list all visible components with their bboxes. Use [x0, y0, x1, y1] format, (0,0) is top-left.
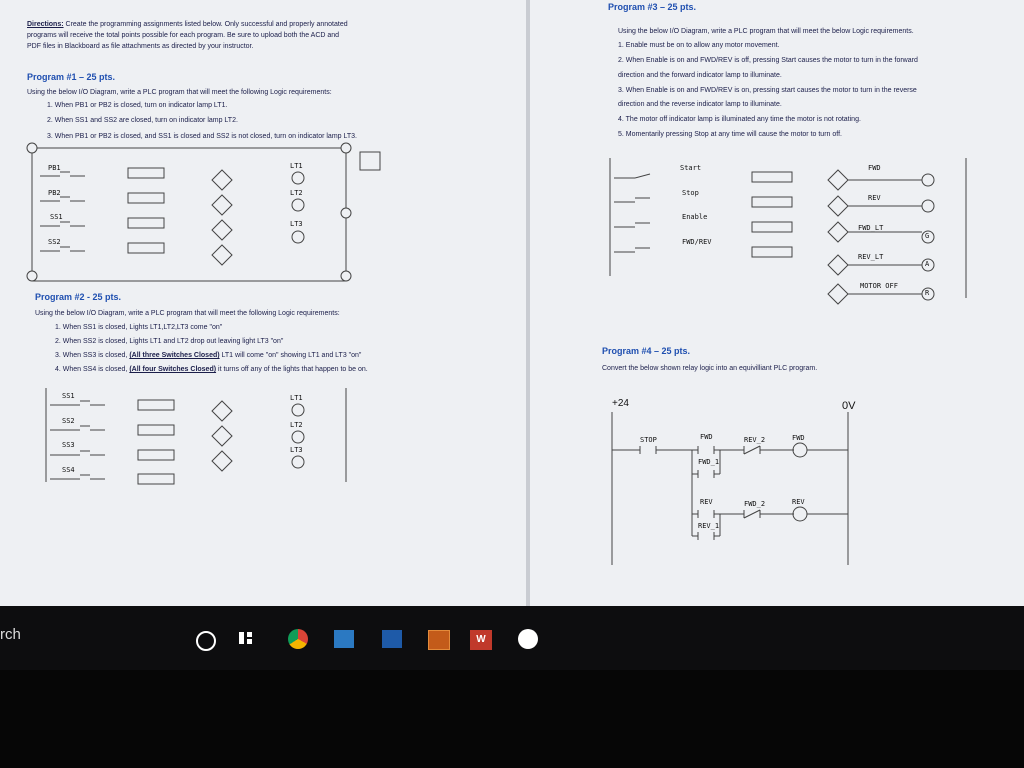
media-player-icon[interactable]	[382, 630, 402, 648]
program-2-intro: Using the below I/O Diagram, write a PLC program that will meet the following Logic requirements:	[35, 310, 340, 317]
program-3-req-2b: direction and the forward indicator lamp to illuminate.	[618, 72, 782, 79]
p2-output-lt2: LT2	[290, 421, 303, 429]
p1-input-pb1: PB1	[48, 164, 61, 172]
p4-label-stop: STOP	[640, 436, 657, 444]
p3-input-start: Start	[680, 164, 702, 172]
p2-input-ss3: SS3	[62, 441, 75, 449]
p1-output-lt1: LT1	[290, 162, 303, 170]
p4-label-fwd-2: FWD_2	[744, 500, 766, 508]
p1-output-lt3: LT3	[290, 220, 303, 228]
orange-app-icon[interactable]	[428, 630, 450, 650]
program-3-io-diagram	[530, 0, 1024, 606]
p4-plus-24-label: +24	[612, 398, 629, 409]
p2-req-3-emphasis: (All three Switches Closed)	[129, 352, 220, 359]
p4-label-fwd-coil: FWD	[792, 434, 805, 442]
p3-input-stop: Stop	[682, 189, 699, 197]
program-4-intro: Convert the below shown relay logic into an equivilliant PLC program.	[602, 365, 818, 372]
p2-input-ss1: SS1	[62, 392, 75, 400]
word-icon[interactable]: W	[470, 630, 492, 650]
p3-output-fwd-lt: FWD_LT	[858, 224, 884, 232]
p3-output-motor-off: MOTOR OFF	[860, 282, 898, 290]
p4-zero-volt-label: 0V	[842, 400, 856, 412]
p2-req-4-emphasis: (All four Switches Closed)	[129, 366, 217, 373]
program-1-intro: Using the below I/O Diagram, write a PLC program that will meet the following Logic requirements:	[27, 89, 332, 96]
directions-line-2: programs will receive the total points possible for each program. Be sure to upload both the ACD and	[27, 32, 340, 39]
p2-input-ss4: SS4	[62, 466, 75, 474]
directions-label: Directions:	[27, 21, 64, 28]
p3-input-enable: Enable	[682, 213, 708, 221]
p1-input-ss1: SS1	[50, 213, 63, 221]
p2-output-lt3: LT3	[290, 446, 303, 454]
program-1-title: Program #1 – 25 pts.	[27, 72, 116, 82]
p2-req-4-start: 4. When SS4 is closed,	[55, 366, 130, 373]
p4-label-rev-2: REV_2	[744, 436, 766, 444]
p4-label-rev-1: REV_1	[698, 522, 720, 530]
program-3-intro: Using the below I/O Diagram, write a PLC program that will meet the below Logic requirements.	[618, 28, 914, 35]
p2-req-4-end: it turns off any of the lights that happen to be on.	[216, 366, 368, 373]
program-1-io-diagram	[0, 0, 526, 606]
p4-label-fwd-1: FWD_1	[698, 458, 720, 466]
program-3-req-3b: direction and the reverse indicator lamp to illuminate.	[618, 101, 782, 108]
p3-output-fwd: FWD	[868, 164, 881, 172]
program-2-req-3	[55, 351, 361, 361]
program-1-req-1: 1. When PB1 or PB2 is closed, turn on indicator lamp LT1.	[47, 102, 228, 109]
program-1-req-2: 2. When SS1 and SS2 are closed, turn on indicator lamp LT2.	[47, 117, 238, 124]
p4-label-rev-coil: REV	[792, 498, 805, 506]
directions-text: Create the programming assignments listed below. Only successful and properly annotated	[65, 21, 348, 28]
search-box-text[interactable]: rch	[0, 626, 21, 643]
program-3-req-4: 4. The motor off indicator lamp is illuminated any time the motor is not rotating.	[618, 116, 861, 123]
program-2-req-2: 2. When SS2 is closed, Lights LT1 and LT2 drop out leaving light LT3 "on"	[55, 338, 284, 345]
p3-lamp-letter-a: A	[925, 260, 930, 268]
p1-input-pb2: PB2	[48, 189, 61, 197]
p2-input-ss2: SS2	[62, 417, 75, 425]
taskbar	[0, 606, 1024, 670]
p1-output-lt2: LT2	[290, 189, 303, 197]
program-3-req-2a: 2. When Enable is on and FWD/REV is off, pressing Start causes the motor to turn in the forward	[618, 57, 918, 64]
program-3-req-5: 5. Momentarily pressing Stop at any time will cause the motor to turn off.	[618, 131, 842, 138]
p3-output-rev: REV	[868, 194, 881, 202]
program-2-req-4	[55, 365, 368, 375]
p3-lamp-letter-g: G	[925, 232, 930, 240]
p2-output-lt1: LT1	[290, 394, 303, 402]
program-2-req-1: 1. When SS1 is closed, Lights LT1,LT2,LT3 come "on"	[55, 324, 223, 331]
task-view-icon[interactable]	[238, 630, 254, 646]
left-document-page	[0, 0, 526, 606]
p4-label-rev-contact: REV	[700, 498, 713, 506]
program-1-req-3: 3. When PB1 or PB2 is closed, and SS1 is closed and SS2 is not closed, turn on indicator lamp LT3.	[47, 133, 357, 140]
program-4-title: Program #4 – 25 pts.	[602, 346, 691, 356]
right-document-page	[530, 0, 1024, 606]
p1-input-ss2: SS2	[48, 238, 61, 246]
task-view-circle-icon[interactable]	[196, 631, 216, 651]
program-3-req-3a: 3. When Enable is on and FWD/REV is on, pressing start causes the motor to turn in the reverse	[618, 87, 917, 94]
monitor-bezel	[0, 670, 1024, 768]
p3-output-rev-lt: REV_LT	[858, 253, 884, 261]
program-2-title: Program #2 - 25 pts.	[35, 292, 122, 302]
file-explorer-icon[interactable]	[334, 630, 354, 648]
chrome-icon[interactable]	[288, 629, 308, 649]
directions-line-3: PDF files in Blackboard as file attachments as directed by your instructor.	[27, 43, 254, 50]
circle-app-icon[interactable]	[518, 629, 538, 649]
p3-lamp-letter-r: R	[925, 289, 930, 297]
p3-input-fwd-rev: FWD/REV	[682, 238, 712, 246]
p4-label-fwd-contact: FWD	[700, 433, 713, 441]
p2-req-3-end: LT1 will come "on" showing LT1 and LT3 "on"	[219, 352, 362, 359]
program-3-req-1: 1. Enable must be on to allow any motor movement.	[618, 42, 780, 49]
p2-req-3-start: 3. When SS3 is closed,	[55, 352, 130, 359]
program-3-title: Program #3 – 25 pts.	[608, 2, 697, 12]
